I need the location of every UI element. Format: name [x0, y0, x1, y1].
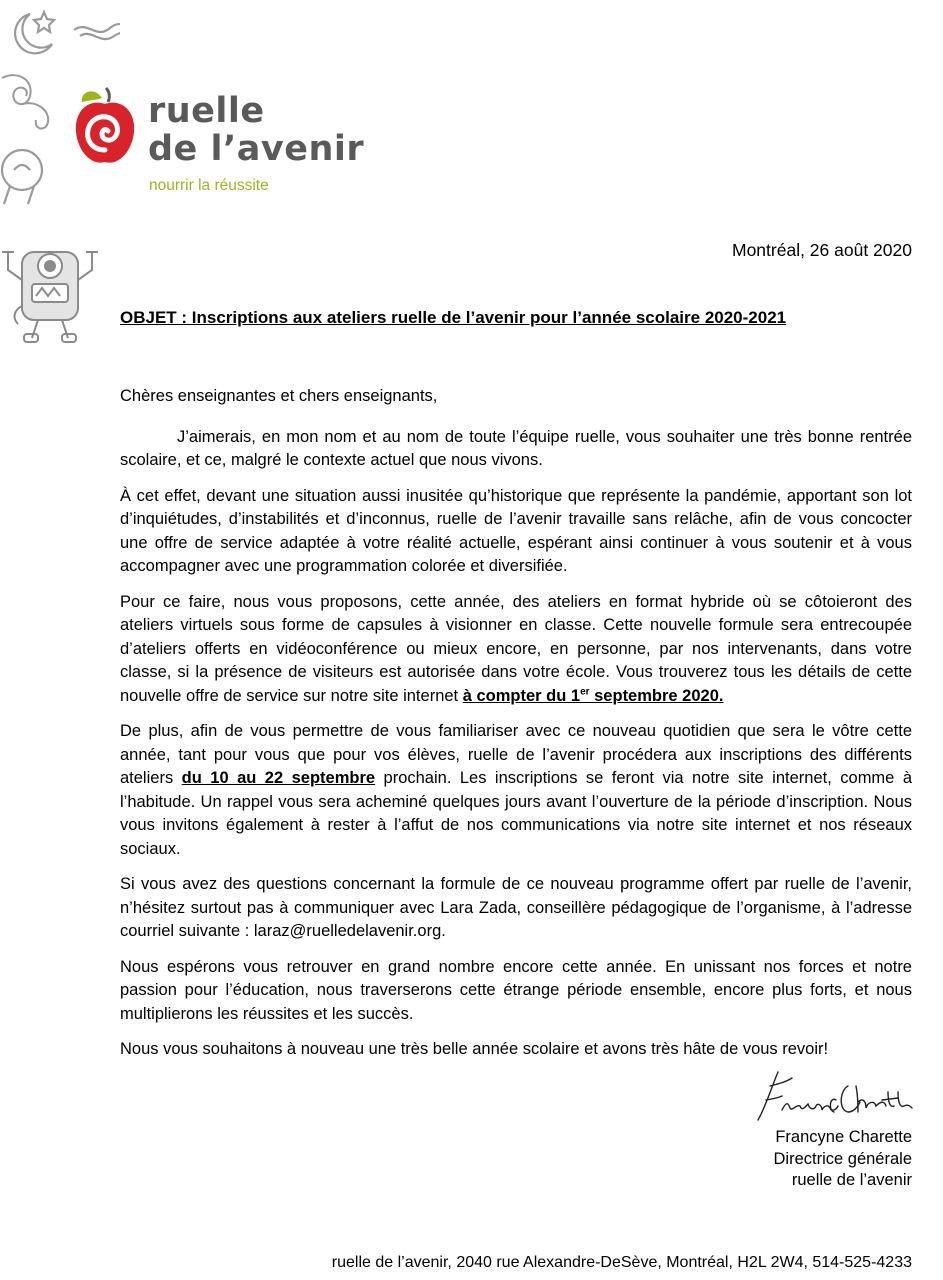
paragraph-5: Si vous avez des questions concernant la formule de ce nouveau programme offert par ruelle de l’avenir, n’hésitez surtout pas à communiquer avec Lara Zada, conseillère pédagogique de l’organisme, à l’adresse courriel suivante : laraz@ruelledelavenir.org.	[120, 875, 912, 940]
handwritten-signature	[752, 1066, 917, 1128]
letter-date: Montréal, 26 août 2020	[732, 240, 912, 260]
organization-logo	[72, 84, 372, 200]
logo-tagline: nourrir la réussite	[149, 177, 269, 194]
start-date-sup: er	[580, 686, 590, 697]
logo-name-line2: de l’avenir	[148, 129, 365, 169]
swirl-icon	[2, 75, 48, 128]
lightbulb-icon	[2, 150, 42, 204]
signer-organization: ruelle de l’avenir	[791, 1171, 912, 1189]
paragraph-3-text: Pour ce faire, nous vous proposons, cette année, des ateliers en format hybride où se côtoieront des ateliers virtuels sous forme de capsules à visionner en classe. Cette nouvelle formule sera entrecoupée d’ateliers offerts en vidéoconférence ou mieux encore, en personne, par nos intervenants, dans votre classe, si la présence de visiteurs est autorisée dans votre école. Vous trouverez tous les détails de cette nouvelle offre de service sur notre site internet	[120, 592, 912, 705]
start-date-emphasis	[463, 687, 724, 705]
paragraph-1: J’aimerais, en mon nom et au nom de toute l’équipe ruelle, vous souhaiter une très bonne rentrée scolaire, et ce, malgré le contexte actuel que nous vivons.	[120, 427, 912, 469]
wavy-arrow-icon	[74, 24, 120, 39]
start-date-pre: à compter du 1	[462, 686, 581, 705]
paragraph-4-post: prochain. Les inscriptions se feront via notre site internet, comme à l’habitude. Un rappel vous sera acheminé quelques jours avant l’ouverture de la période d’inscription. Nous vous invitons également à rester à l’affut de nos communications via notre site internet et nos réseaux sociaux.	[120, 769, 912, 858]
signer-name: Francyne Charette	[775, 1128, 912, 1146]
logo-name-line1: ruelle	[148, 91, 265, 131]
robot-icon	[2, 252, 98, 342]
paragraph-7: Nous vous souhaitons à nouveau une très belle année scolaire et avons très hâte de vous revoir!	[120, 1040, 829, 1058]
apple-spiral-logo-icon	[72, 84, 138, 168]
registration-dates-emphasis: du 10 au 22 septembre	[181, 769, 376, 787]
paragraph-2: À cet effet, devant une situation aussi inusitée qu’historique que représente la pandémie, apportant son lot d’inquiétudes, d’instabilités et d’inconnus, ruelle de l’avenir travaille sans relâche, afin de vous concocter une offre de service adaptée à votre réalité actuelle, espérant ainsi continuer à vous soutenir et à vous accompagner avec une programmation colorée et diversifiée.	[120, 486, 912, 575]
logo-wordmark	[148, 92, 364, 168]
letter-subject: OBJET : Inscriptions aux ateliers ruelle de l’avenir pour l’année scolaire 2020-2021	[120, 308, 787, 327]
moon-star-icon	[15, 12, 54, 53]
signer-title: Directrice générale	[773, 1149, 912, 1168]
letter-footer: ruelle de l’avenir, 2040 rue Alexandre-DeSève, Montréal, H2L 2W4, 514-525-4233	[331, 1254, 912, 1271]
letter-body	[120, 385, 912, 1074]
signature-block	[774, 1127, 912, 1192]
paragraph-4-pre: De plus, afin de vous permettre de vous familiariser avec ce nouveau quotidien que sera le vôtre cette année, tant pour vous que pour vos élèves, ruelle de l’avenir procédera aux inscriptions des différents ateliers	[120, 722, 912, 787]
greeting: Chères enseignantes et chers enseignants,	[120, 387, 438, 405]
paragraph-6: Nous espérons vous retrouver en grand nombre encore cette année. En unissant nos forces et notre passion pour l’éducation, nous traverserons cette étrange période ensemble, encore plus forts, et nous multiplierons les réussites et les succès.	[120, 957, 912, 1023]
paragraph-3	[120, 591, 912, 709]
paragraph-4	[120, 720, 912, 861]
start-date-post: septembre 2020.	[589, 686, 724, 705]
